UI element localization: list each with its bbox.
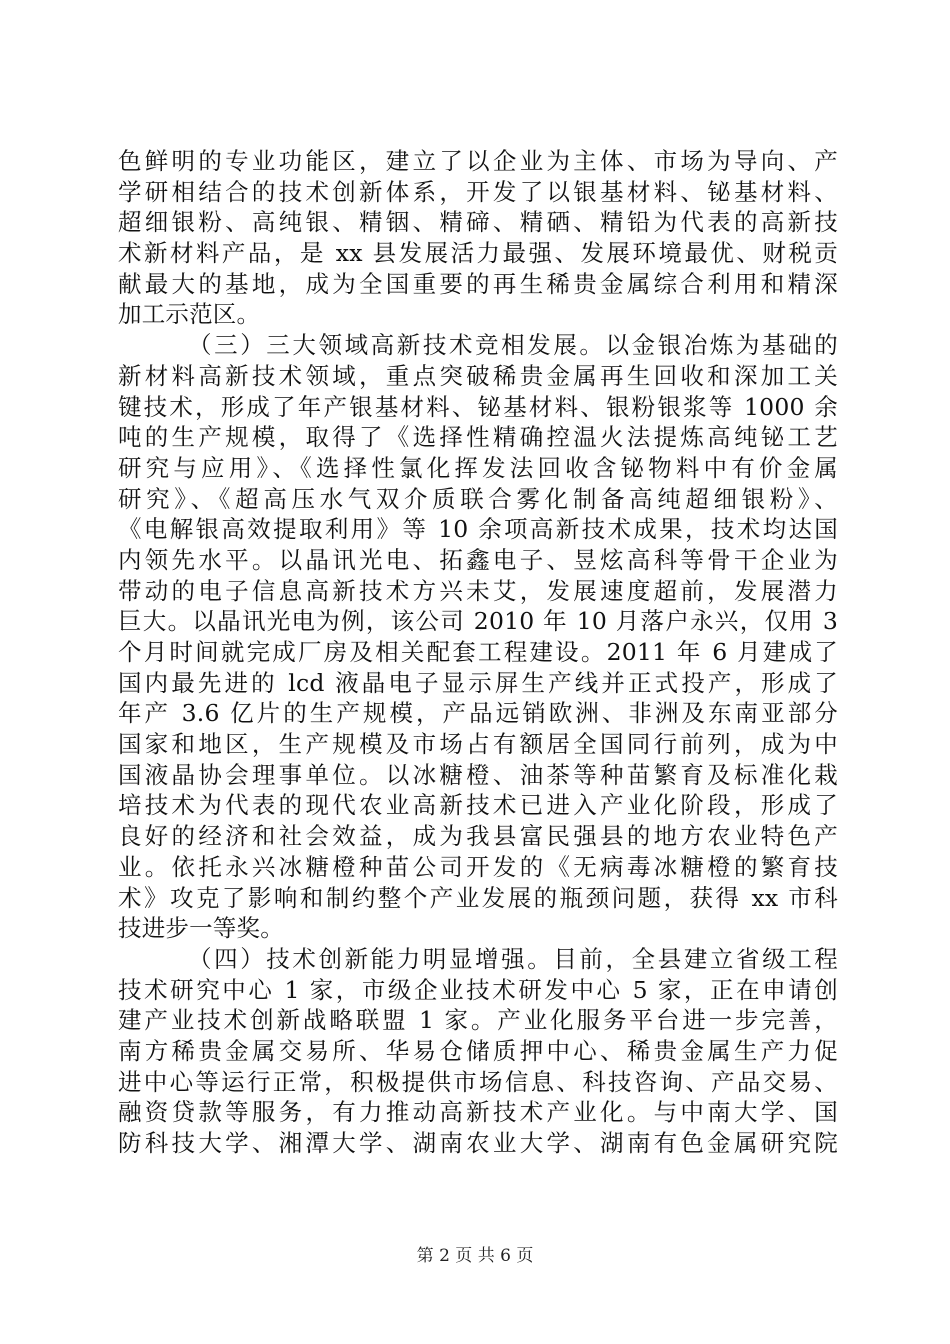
text-line: 《电解银高效提取利用》等 10 余项高新技术成果，技术均达国 bbox=[118, 515, 838, 544]
text-line: 键技术，形成了年产银基材料、铋基材料、银粉银浆等 1000 余 bbox=[118, 392, 838, 421]
text-line: 融资贷款等服务，有力推动高新技术产业化。与中南大学、国 bbox=[118, 1098, 838, 1127]
text-line: 学研相结合的技术创新体系，开发了以银基材料、铋基材料、 bbox=[118, 177, 838, 206]
text-line: 新材料高新技术领域，重点突破稀贵金属再生回收和深加工关 bbox=[118, 361, 838, 390]
text-line: 国内最先进的 lcd 液晶电子显示屏生产线并正式投产，形成了 bbox=[118, 668, 838, 697]
text-line: 年产 3.6 亿片的生产规模，产品远销欧洲、非洲及东南亚部分 bbox=[118, 699, 838, 728]
text-line: 加工示范区。 bbox=[118, 300, 261, 329]
text-line: 国液晶协会理事单位。以冰糖橙、油茶等种苗繁育及标准化栽 bbox=[118, 760, 838, 789]
text-line: 南方稀贵金属交易所、华易仓储质押中心、稀贵金属生产力促 bbox=[118, 1036, 838, 1065]
text-line: 建产业技术创新战略联盟 1 家。产业化服务平台进一步完善， bbox=[118, 1006, 838, 1035]
text-line: 国家和地区，生产规模及市场占有额居全国同行前列，成为中 bbox=[118, 730, 838, 759]
text-line: 术》攻克了影响和制约整个产业发展的瓶颈问题，获得 xx 市科 bbox=[118, 883, 838, 912]
text-line: 研究》、《超高压水气双介质联合雾化制备高纯超细银粉》、 bbox=[118, 484, 838, 513]
text-line: 内领先水平。以晶讯光电、拓鑫电子、昱炫高科等骨干企业为 bbox=[118, 545, 838, 574]
text-line: 超细银粉、高纯银、精铟、精碲、精硒、精铅为代表的高新技 bbox=[118, 208, 838, 237]
text-line: 良好的经济和社会效益，成为我县富民强县的地方农业特色产 bbox=[118, 822, 838, 851]
paragraph-first-line: （三）三大领域高新技术竞相发展。以金银冶炼为基础的 bbox=[188, 331, 838, 360]
text-line: 进中心等运行正常，积极提供市场信息、科技咨询、产品交易、 bbox=[118, 1067, 838, 1096]
text-line: 术新材料产品，是 xx 县发展活力最强、发展环境最优、财税贡 bbox=[118, 239, 838, 268]
text-line: 吨的生产规模，取得了《选择性精确控温火法提炼高纯铋工艺 bbox=[118, 423, 838, 452]
text-line: 个月时间就完成厂房及相关配套工程建设。2011 年 6 月建成了 bbox=[118, 638, 838, 666]
text-line: 技术研究中心 1 家，市级企业技术研发中心 5 家，正在申请创 bbox=[118, 975, 838, 1004]
paragraph-first-line: （四）技术创新能力明显增强。目前，全县建立省级工程 bbox=[188, 944, 838, 973]
page-number-footer: 第 2 页 共 6 页 bbox=[416, 1246, 534, 1266]
body-text bbox=[118, 146, 838, 1159]
text-line: 巨大。以晶讯光电为例，该公司 2010 年 10 月落户永兴，仅用 3 bbox=[118, 607, 838, 636]
text-line: 防科技大学、湘潭大学、湖南农业大学、湖南有色金属研究院 bbox=[118, 1129, 838, 1157]
text-line: 献最大的基地，成为全国重要的再生稀贵金属综合利用和精深 bbox=[118, 269, 838, 298]
text-line: 技进步一等奖。 bbox=[118, 914, 284, 943]
text-line: 培技术为代表的现代农业高新技术已进入产业化阶段，形成了 bbox=[118, 791, 838, 820]
text-line: 色鲜明的专业功能区，建立了以企业为主体、市场为导向、产 bbox=[118, 147, 838, 175]
text-line: 带动的电子信息高新技术方兴未艾，发展速度超前，发展潜力 bbox=[118, 576, 838, 605]
text-line: 业。依托永兴冰糖橙种苗公司开发的《无病毒冰糖橙的繁育技 bbox=[118, 852, 838, 881]
text-line: 研究与应用》、《选择性氯化挥发法回收含铋物料中有价金属 bbox=[118, 453, 838, 482]
